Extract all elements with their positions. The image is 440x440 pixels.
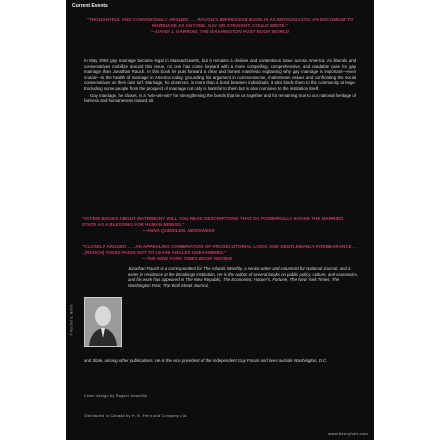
review-quote-1: [82, 17, 358, 35]
cover-design-credit: Cover design by Raquel Jaramillo: [84, 394, 148, 398]
author-photo: [84, 297, 122, 347]
author-portrait-image: [85, 298, 121, 346]
photo-credit: [69, 296, 80, 346]
publisher-website[interactable]: www.henryholt.com: [328, 431, 368, 436]
review-quote-2-attribution: —ANNA QUINDLEN, NEWSWEEK: [142, 228, 216, 233]
description-paragraph-2: Gay marriage, he shows, is a "win-win-win" for strengthening the bonds that tie us together and for remaining true to our national heritage of fairness and humaneness toward all.: [84, 92, 356, 104]
author-bio-text-part-2: and Slate, among other publications. He is the vice president of the Independent Gay Forum and lives outside Washington, D.C.: [84, 358, 328, 363]
category-label: Current Events: [72, 3, 108, 9]
distribution-note: Distributed in Canada by H. B. Fenn and Company Ltd.: [84, 414, 188, 418]
review-quote-3: [82, 244, 358, 262]
review-quote-3-text: "CLOSELY ARGUED . . . AN APPEALING COMBINATION OF PROSECUTORIAL LOGIC AND GENTLEMANLY FORBEARANCE . . . [RAUCH] TAKES PAINS NOT TO LEAVE ANGLES UNEXAMINED.": [82, 244, 357, 255]
review-quote-1-text: "THOUGHTFUL AND CONVINCINGLY ARGUED . . . RAUCH'S IMPRESSIVE BOOK IS AS ENTHUSIASTIC AN ENCOMIUM TO MARRIAGE AS ANYONE, GAY OR STRAIGHT, COULD WRITE.": [86, 17, 354, 28]
review-quote-1-attribution: —DAVID J. GARROW, THE WASHINGTON POST BOOK WORLD: [150, 29, 290, 34]
author-bio: [128, 266, 358, 288]
review-quote-3-attribution: —THE NEW YORK TIMES BOOK REVIEW: [142, 256, 233, 261]
author-bio-continued: [84, 358, 356, 364]
book-back-cover: [66, 0, 374, 440]
book-description: [84, 58, 356, 105]
description-paragraph-1: In May 2004 gay marriage became legal in Massachusetts, but it remains a divisive and contentious issue across America. As liberals and conservatives mobilize around this issue, no one has come forward with a more compelling, comprehensive, and readable case for gay marriage than Jonathan Rauch. In this book he puts forward a clear and honest manifesto explaining why gay marriage is important—even crucial—to the health of marriage in America today, grounding his argument in commonsense, mainstream values and confronting the social conservatives on their own turf. Marriage, he observes, is more than a bond between individuals; it also binds them to the community at large. Excluding some people from the prospect of marriage not only is harmful to them but is also corrosive to the institution itself.: [84, 58, 356, 91]
photo-credit-text: © Rachel E. Bohm: [69, 304, 74, 336]
review-quote-2: [82, 216, 358, 234]
review-quote-2-text: "IN FEW BOOKS ABOUT MATRIMONY WILL YOU READ DESCRIPTIONS THAT SO POWERFULLY EVOKE THE MARRIED STATE AS A BLESSING FOR HUMAN BEINGS.": [82, 216, 344, 227]
author-bio-text-part-1: Jonathan Rauch is a correspondent for The Atlantic Monthly, a senior writer and columnist for National Journal, and a writer in residence at the Brookings Institution. He is the author of several books on public policy, culture, and economics, and his work has appeared in The New Republic, The Economist, Harper's, Fortune, The New York Times, The Washington Post, The Wall Street Journal,: [128, 266, 358, 288]
